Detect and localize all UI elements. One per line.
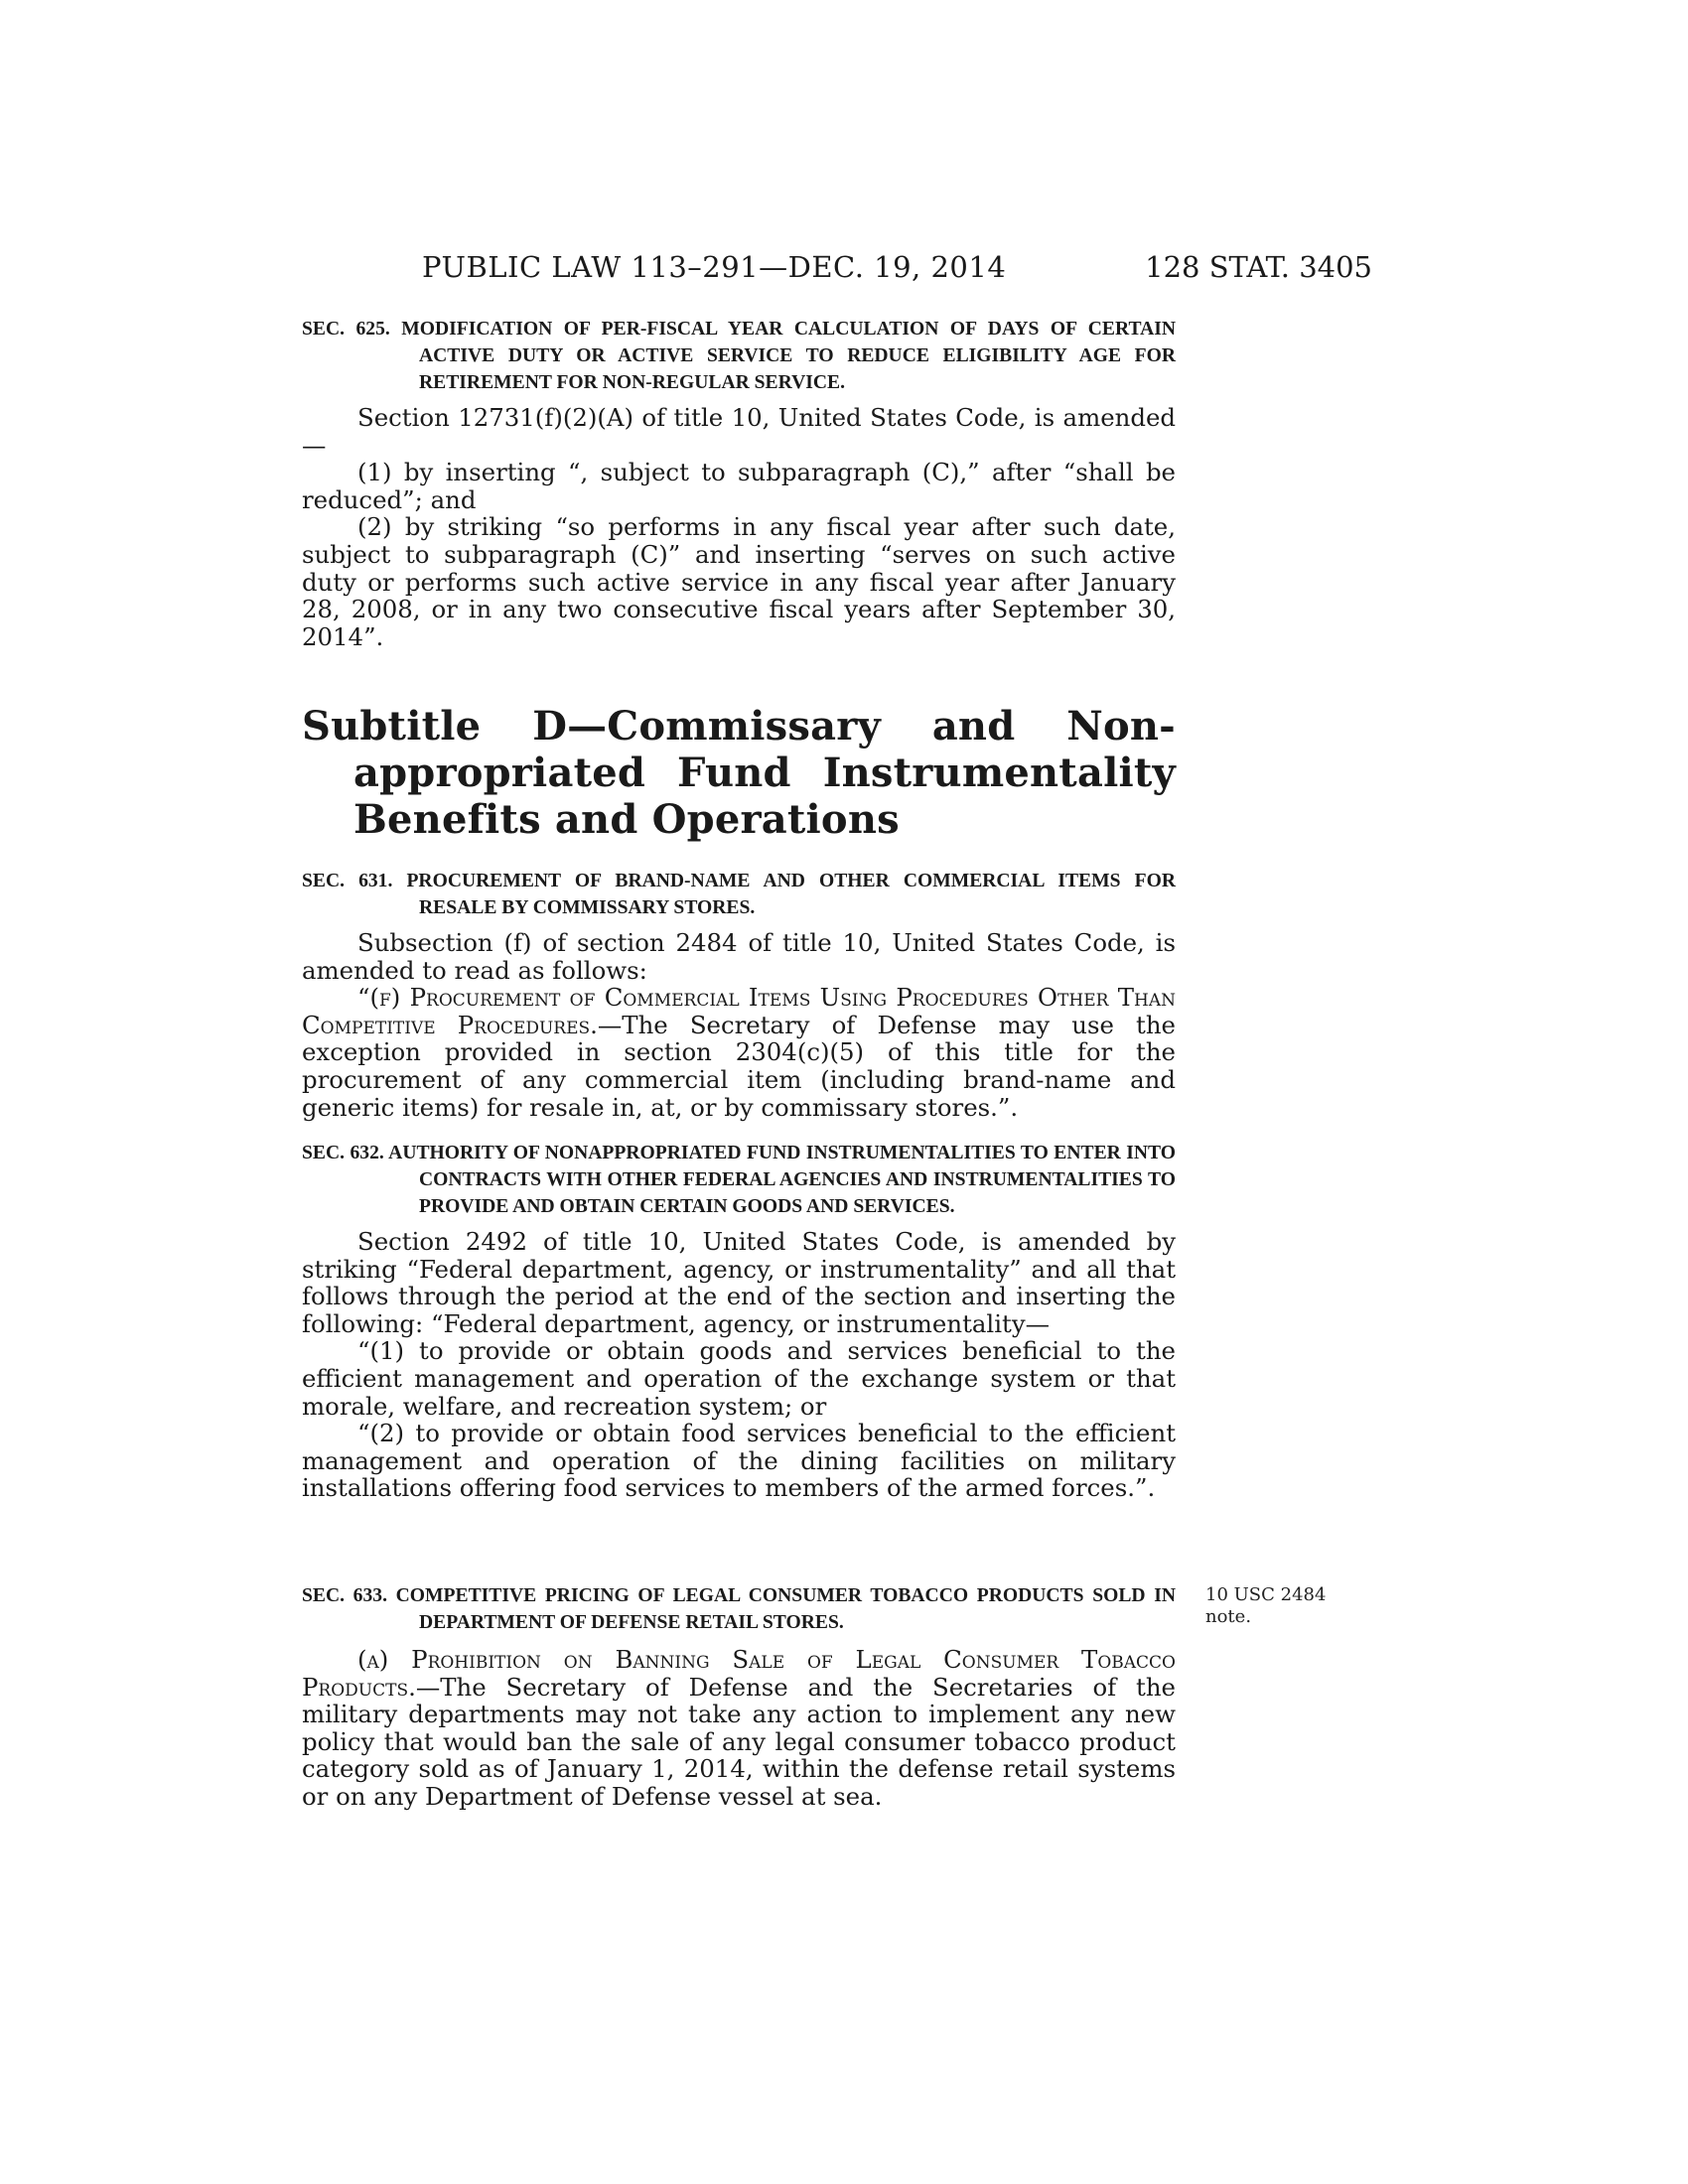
- section-631-intro: Subsection (f) of section 2484 of title 10, United States Code, is amended to read as follows:: [302, 928, 1176, 985]
- running-head: [0, 250, 1688, 290]
- section-632: [302, 1140, 1176, 1502]
- section-625-intro: Section 12731(f)(2)(A) of title 10, United States Code, is amended—: [302, 403, 1176, 460]
- section-631-quote-body: —The Secretary of Defense may use the exception provided in section 2304(c)(5) of this title for the procurement of any commercial item (including brand-name and generic items) for resale in, at, or by commissary stores.”.: [302, 1010, 1176, 1122]
- section-633: [302, 1582, 1176, 1811]
- margin-note-usc: 10 USC 2484 note.: [1205, 1584, 1327, 1627]
- section-633-a-body: —The Secretary of Defense and the Secretaries of the military departments may not take any action to implement any new policy that would ban the sale of any legal consumer tobacco product category sold as of January 1, 2014, within the defense retail systems or on any Department of Defense vessel at sea.: [302, 1672, 1176, 1811]
- section-632-item-2: “(2) to provide or obtain food services beneficial to the efficient management and operation of the dining facilities on military installations offering food services to members of the armed forces.”.: [302, 1419, 1176, 1503]
- section-632-heading: SEC. 632. AUTHORITY OF NONAPPROPRIATED FUND INSTRUMENTALITIES TO ENTER INTO CONTRACTS WITH OTHER FEDERAL AGENCIES AND INSTRUMENTALITIES TO PROVIDE AND OBTAIN CERTAIN GOODS AND SERVICES.: [302, 1143, 1176, 1217]
- section-633-heading: SEC. 633. COMPETITIVE PRICING OF LEGAL CONSUMER TOBACCO PRODUCTS SOLD IN DEPARTMENT OF DEFENSE RETAIL STORES.: [302, 1585, 1176, 1633]
- running-head-title: PUBLIC LAW 113–291—DEC. 19, 2014: [422, 250, 1007, 284]
- section-632-intro: Section 2492 of title 10, United States Code, is amended by striking “Federal department, agency, or instrumentality” and all that follows through the period at the end of the section and inserting the following: “Federal department, agency, or instrumentality—: [302, 1227, 1176, 1338]
- section-625-item-2: (2) by striking “so performs in any fiscal year after such date, subject to subparagraph (C)” and inserting “serves on such active duty or performs such active service in any fiscal year after January 28, 2008, or in any two consecutive fiscal years after September 30, 2014”.: [302, 512, 1176, 651]
- section-625-item-1: (1) by inserting “, subject to subparagraph (C),” after “shall be reduced”; and: [302, 458, 1176, 514]
- section-625: [302, 316, 1176, 650]
- section-633-a-caption: (a) Prohibition on Banning Sale of Legal Consumer Tobacco Products.: [302, 1645, 1176, 1702]
- subtitle-block: [302, 703, 1176, 843]
- section-625-heading: SEC. 625. MODIFICATION OF PER-FISCAL YEAR CALCULATION OF DAYS OF CERTAIN ACTIVE DUTY OR ACTIVE SERVICE TO REDUCE ELIGIBILITY AGE FOR RETIREMENT FOR NON-REGULAR SERVICE.: [302, 319, 1176, 393]
- section-632-item-1: “(1) to provide or obtain goods and services beneficial to the efficient management and operation of the exchange system or that morale, welfare, and recreation system; or: [302, 1336, 1176, 1421]
- section-633-subsection-a: [302, 1646, 1176, 1811]
- subtitle-heading: Subtitle D—Commissary and Non-appropriated Fund Instrumentality Benefits and Operations: [302, 703, 1176, 843]
- statute-page-number: 128 STAT. 3405: [1145, 250, 1372, 284]
- section-631-heading: SEC. 631. PROCUREMENT OF BRAND-NAME AND OTHER COMMERCIAL ITEMS FOR RESALE BY COMMISSARY STORES.: [302, 871, 1176, 918]
- section-631: [302, 868, 1176, 1121]
- section-631-quote-caption: “(f) Procurement of Commercial Items Using Procedures Other Than Competitive Procedures.: [302, 983, 1176, 1039]
- section-631-quote: [302, 984, 1176, 1121]
